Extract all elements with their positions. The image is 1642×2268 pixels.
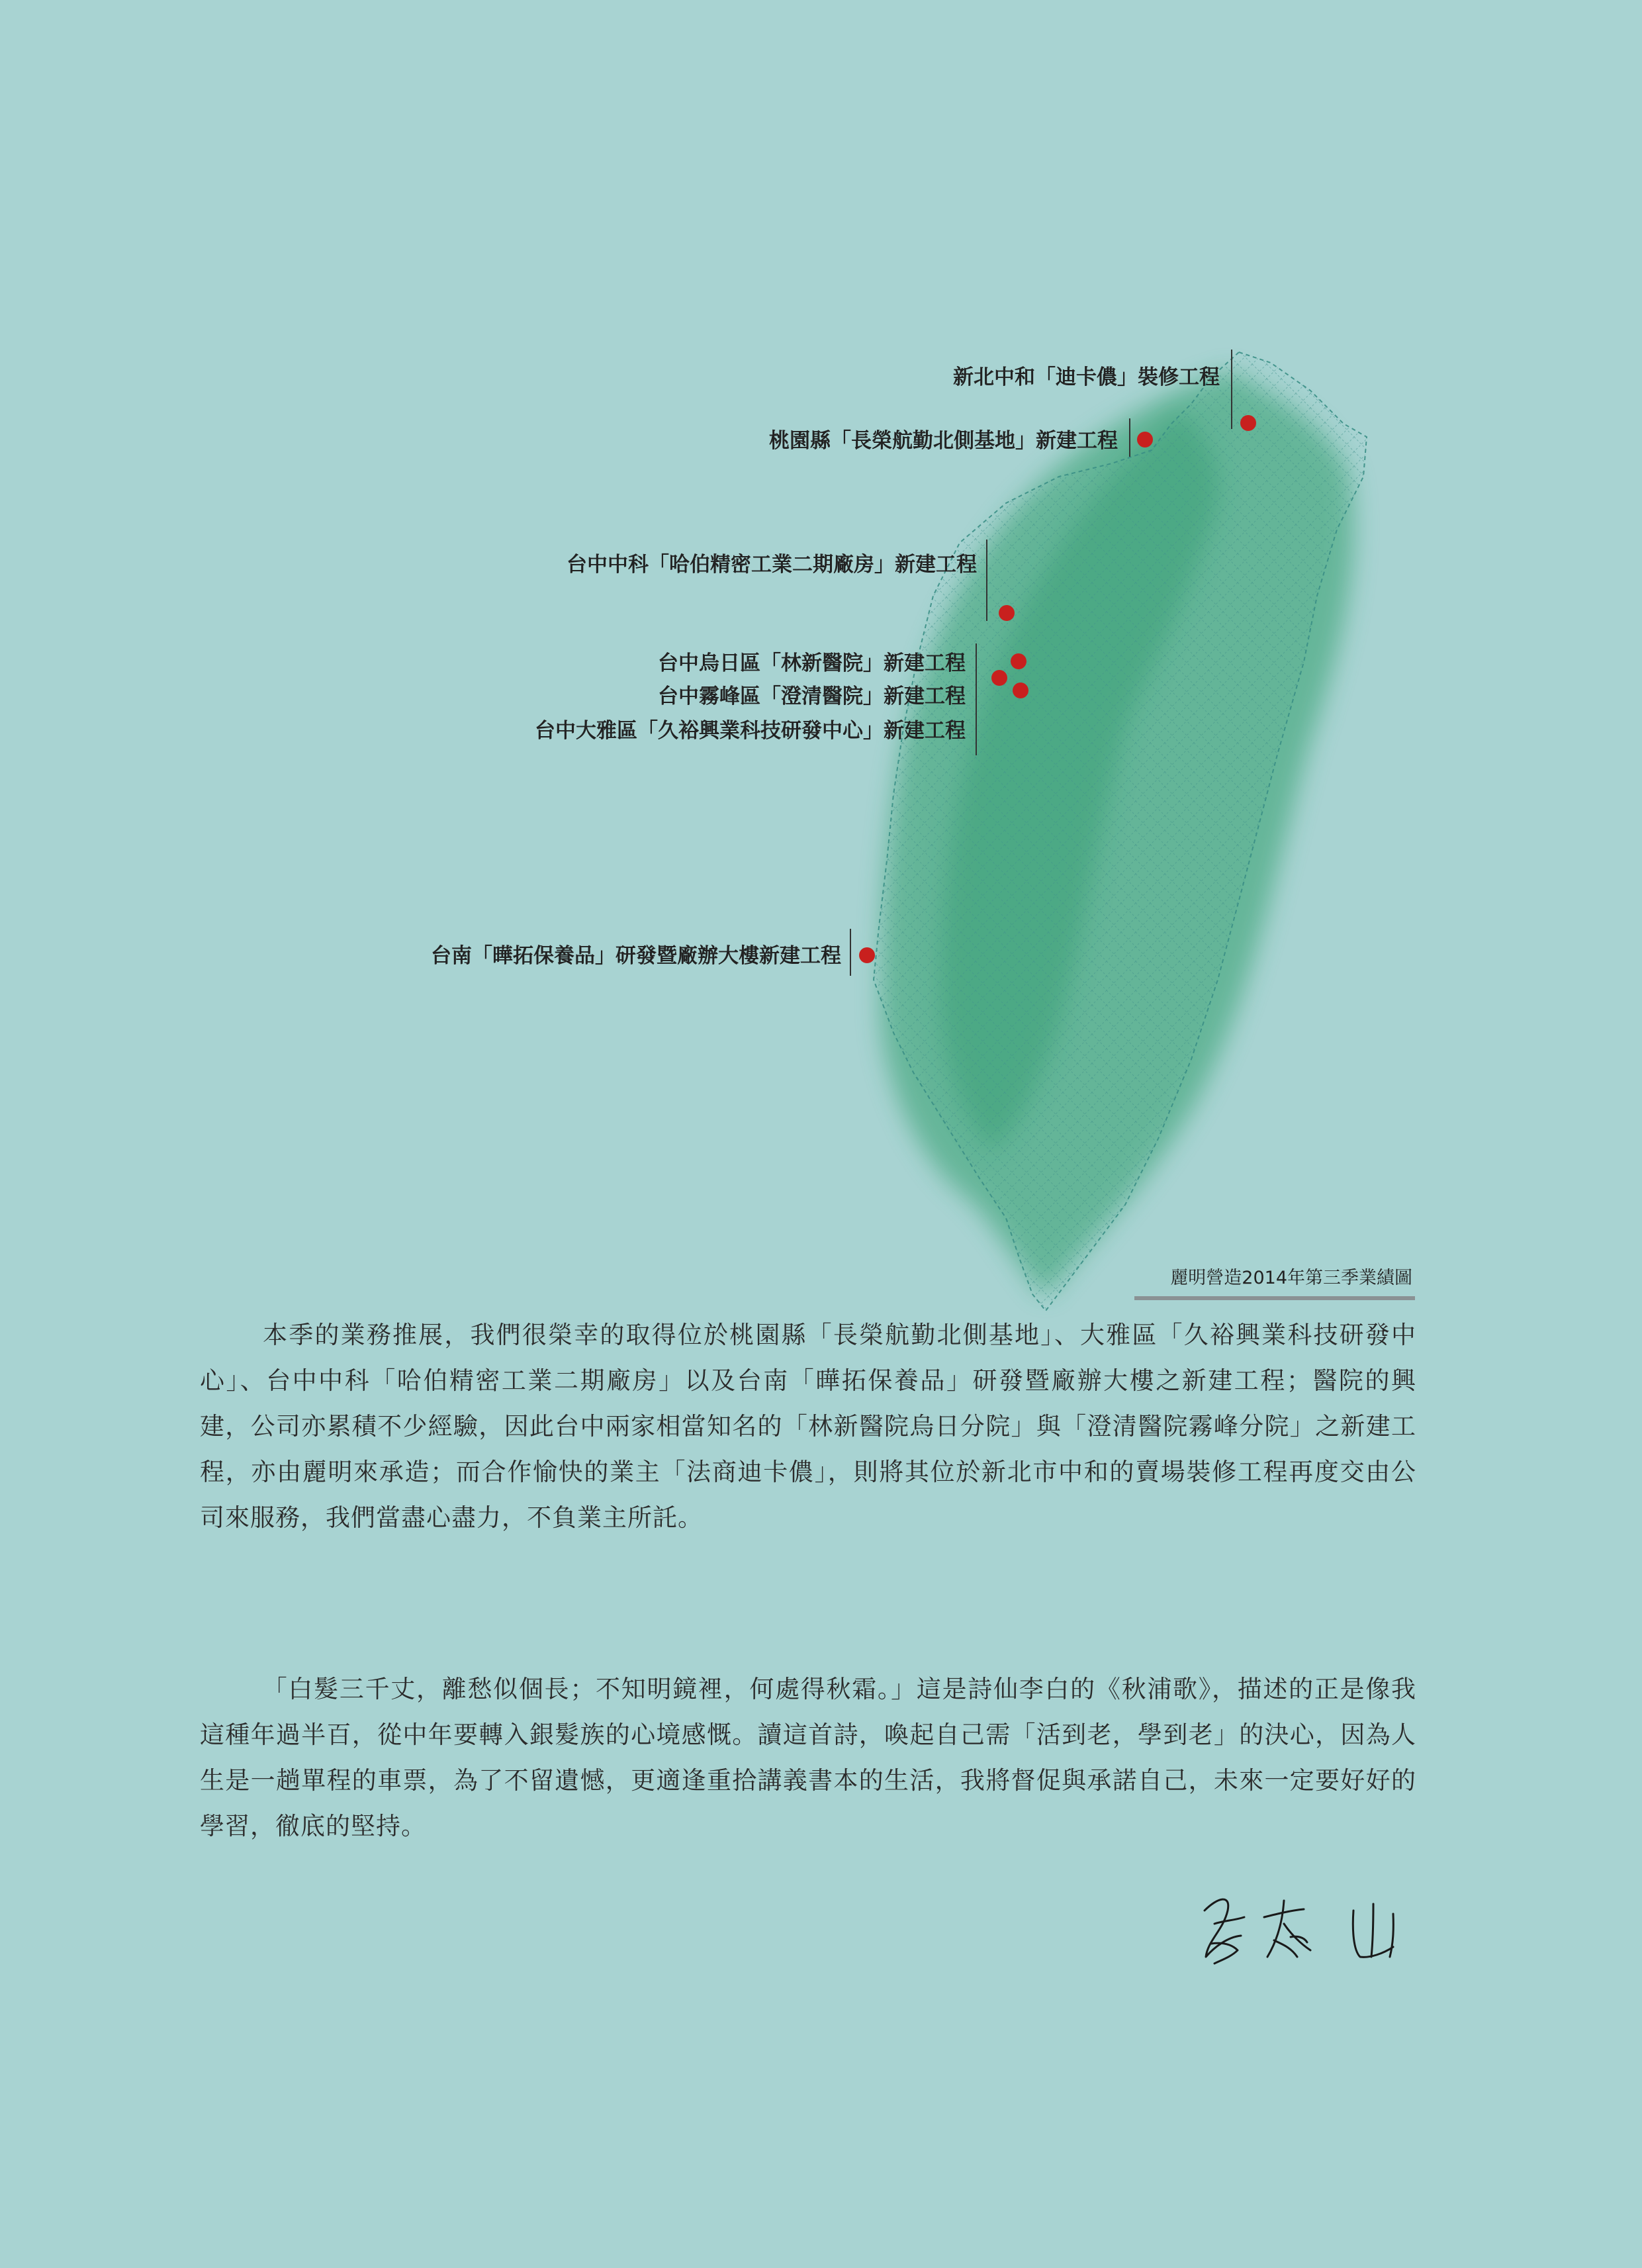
map-caption: 麗明營造2014年第三季業績圖	[1170, 1268, 1412, 1288]
body-paragraph-2	[200, 1666, 1416, 1849]
signature	[1191, 1884, 1416, 1983]
marker-tainan	[859, 947, 875, 963]
marker-zhonghe	[1240, 415, 1256, 431]
marker-wuri	[1011, 653, 1026, 669]
project-label-wufeng: 台中霧峰區「澄清醫院」新建工程	[658, 685, 966, 708]
project-label-zhonghe: 新北中和「迪卡儂」裝修工程	[953, 365, 1220, 389]
body-paragraph-2-text: 「白髮三千丈，離愁似個長；不知明鏡裡，何處得秋霜。」這是詩仙李白的《秋浦歌》，描述的正是像我這種年過半百，從中年要轉入銀髮族的心境感慨。讀這首詩，喚起自己需「活到老，學到老」的決心，因為人生是一趟單程的車票，為了不留遺憾，更適逢重拾講義書本的生活，我將督促與承諾自己，未來一定要好好的學習，徹底的堅持。	[200, 1675, 1416, 1840]
project-label-taichung-sci: 台中中科「哈伯精密工業二期廠房」新建工程	[567, 553, 977, 577]
caption-divider	[1134, 1296, 1415, 1300]
project-label-wuri: 台中烏日區「林新醫院」新建工程	[658, 651, 966, 675]
marker-wufeng	[991, 670, 1007, 686]
marker-taichung-sci	[999, 605, 1015, 621]
project-label-daya: 台中大雅區「久裕興業科技研發中心」新建工程	[535, 719, 966, 743]
marker-taoyuan	[1137, 432, 1153, 448]
body-paragraph-1-text: 本季的業務推展，我們很榮幸的取得位於桃園縣「長榮航勤北側基地」、大雅區「久裕興業科技研發中心」、台中中科「哈伯精密工業二期廠房」以及台南「曄拓保養品」研發暨廠辦大樓之新建工程；醫院的興建，公司亦累積不少經驗，因此台中兩家相當知名的「林新醫院烏日分院」與「澄清醫院霧峰分院」之新建工程，亦由麗明來承造；而合作愉快的業主「法商迪卡儂」，則將其位於新北市中和的賣場裝修工程再度交由公司來服務，我們當盡心盡力，不負業主所託。	[200, 1321, 1416, 1532]
marker-daya	[1013, 683, 1028, 698]
body-paragraph-1	[200, 1312, 1416, 1540]
project-label-tainan: 台南「曄拓保養品」研發暨廠辦大樓新建工程	[431, 944, 841, 968]
project-label-taoyuan: 桃園縣「長榮航勤北側基地」新建工程	[769, 429, 1118, 453]
